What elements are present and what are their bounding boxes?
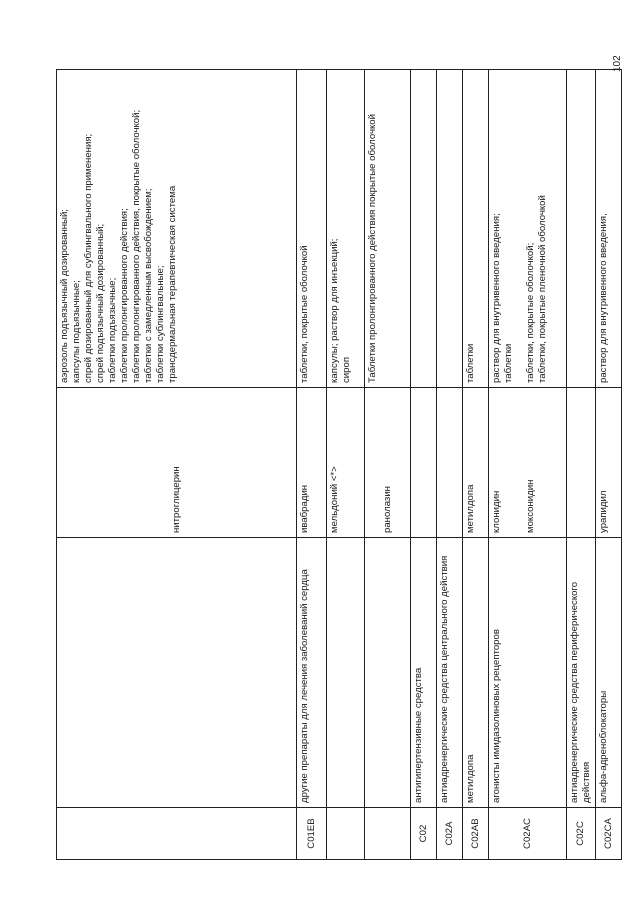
table-row: [411, 70, 437, 860]
drug-name: ранолазин: [365, 388, 411, 538]
table-row: [567, 70, 596, 860]
page-number: 102: [612, 55, 623, 72]
drug-name-2: моксонидин: [525, 479, 536, 533]
dosage-forms: капсулы; раствор для инъекций; сироп: [327, 70, 365, 388]
drug-name-1: клонидин: [491, 490, 502, 533]
group-name: другие препараты для лечения заболеваний сердца: [297, 538, 327, 808]
atc-code: C02C: [567, 808, 596, 860]
atc-code: C02CA: [596, 808, 622, 860]
table-row: [57, 70, 297, 860]
atc-code: [57, 808, 297, 860]
dosage-forms: аэрозоль подъязычный дозированный; капсулы подъязычные; спрей дозированный для сублингвального применения; спрей подъязычный дозированный; таблетки подъязычные; таблетки пролонгированного действия; таблетки пролонгированного действия, покрытые оболочкой; таблетки с замедленным высвобождением; таблетки сублингвальные; трансдермальная терапевтическая система: [57, 70, 297, 388]
dosage-forms: таблетки, покрытые оболочкой: [297, 70, 327, 388]
group-name: агонисты имидазолиновых рецепторов: [489, 538, 567, 808]
dosage-forms: Таблетки пролонгированного действия покрытые оболочкой: [365, 70, 411, 388]
dosage-forms: раствор для внутривенного введения,: [596, 70, 622, 388]
drug-name: нитроглицерин: [57, 388, 297, 538]
dosage-forms: раствор для внутривенного введения; таблетки таблетки, покрытые оболочкой; таблетки, покрытые пленочной оболочкой: [489, 70, 567, 388]
group-name: метилдопа: [463, 538, 489, 808]
atc-code: [327, 808, 365, 860]
atc-code: C02AC: [489, 808, 567, 860]
table-row: [327, 70, 365, 860]
drug-name: [437, 388, 463, 538]
atc-code: C01EB: [297, 808, 327, 860]
group-name: [365, 538, 411, 808]
table-row: [297, 70, 327, 860]
group-name: антиадренергические средства центрального действия: [437, 538, 463, 808]
atc-code: C02: [411, 808, 437, 860]
drug-name: ивабрадин: [297, 388, 327, 538]
drug-name: метилдопа: [463, 388, 489, 538]
dosage-forms: [437, 70, 463, 388]
drug-name: [567, 388, 596, 538]
table-row: [489, 70, 567, 860]
rotated-table-container: [56, 70, 618, 860]
group-name: альфа-адреноблокаторы: [596, 538, 622, 808]
drug-name: урапидил: [596, 388, 622, 538]
dosage-forms: таблетки: [463, 70, 489, 388]
table-row: [596, 70, 622, 860]
table-row: [463, 70, 489, 860]
drug-name: [411, 388, 437, 538]
atc-code: C02AB: [463, 808, 489, 860]
drug-name: [489, 388, 567, 538]
group-name: антигипертензивные средства: [411, 538, 437, 808]
atc-code: C02A: [437, 808, 463, 860]
group-name: [57, 538, 297, 808]
dosage-forms: [567, 70, 596, 388]
table-row: [437, 70, 463, 860]
atc-code: [365, 808, 411, 860]
table-row: [365, 70, 411, 860]
dosage-forms: [411, 70, 437, 388]
drug-table: [56, 69, 622, 860]
drug-name: мельдоний <*>: [327, 388, 365, 538]
group-name: антиадренергические средства периферического действия: [567, 538, 596, 808]
group-name: [327, 538, 365, 808]
